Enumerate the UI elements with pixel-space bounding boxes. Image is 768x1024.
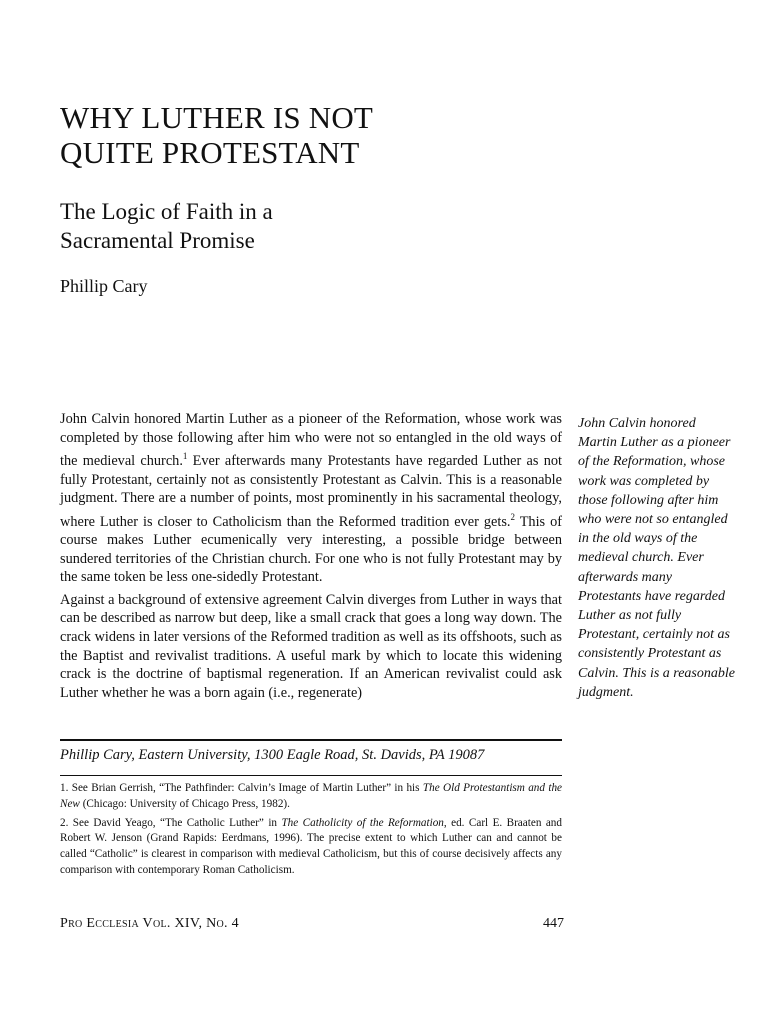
footnote-ref-1: 1 bbox=[182, 451, 188, 462]
page-number: 447 bbox=[543, 916, 564, 931]
subtitle-line-1: The Logic of Faith in a bbox=[60, 199, 273, 224]
footnote-2-text-b: , ed. Carl E. Braaten and Robert W. Jenson (Grand Rapids: Eerdmans, 1996). The precise extent to which Luther can and cannot be called “Catholic” is clearest in comparison with medieval Catholicism, but this of course decisively affects any comparison with contemporary Roman Catholicism. bbox=[60, 816, 562, 876]
journal-citation: Pro Ecclesia Vol. XIV, No. 4 bbox=[60, 916, 239, 931]
paragraph-1-part-c: This of course makes Luther ecumenically very interesting, a possible bridge between sundered territories of the Christian church. For one who is not fully Protestant may by the same token be less one-sidedly Protestant. bbox=[60, 513, 562, 586]
footnotes bbox=[60, 781, 562, 882]
author-name: Phillip Cary bbox=[60, 276, 148, 296]
article-subtitle bbox=[60, 197, 273, 255]
paragraph-2: Against a background of extensive agreement Calvin diverges from Luther in ways that can be described as narrow but deep, like a small crack that goes a long way down. The crack widens in later versions of the Reformed tradition as well as its offshoots, such as the Baptist and revivalist traditions. A useful mark by which to locate this widening crack is the doctrine of baptismal regeneration. If an American revivalist could ask Luther whether he was a born again (i.e., regenerate) bbox=[60, 591, 562, 701]
title-line-1: WHY LUTHER IS NOT bbox=[60, 100, 374, 135]
footnote-2 bbox=[60, 816, 562, 879]
footnote-1-text-a: 1. See Brian Gerrish, “The Pathfinder: Calvin’s Image of Martin Luther” in his bbox=[60, 782, 423, 794]
paragraph-1-part-b: Ever afterwards many Protestants have regarded Luther as not fully Protestant, certainly not as consistently Protestant as Calvin. This is a reasonable judgment. There are a number of points, most prominently in his sacramental theology, where Luther is closer to Catholicism than the Reformed tradition ever gets. bbox=[60, 452, 562, 530]
body-text bbox=[60, 410, 562, 702]
paragraph-1-part-a: John Calvin honored Martin Luther as a pioneer of the Reformation, whose work was completed by those following after him who were not so entangled in the old ways of the medieval church. bbox=[60, 411, 562, 469]
footnote-1-book-title: The Old Protestantism and the New bbox=[60, 782, 563, 810]
margin-pull-quote: John Calvin honored Martin Luther as a pioneer of the Reformation, whose work was completed by those following after him who were not so entangled in the old ways of the medieval church. Ever afterwards many Protestants have regarded Luther as not fully Protestant, certainly not as consistently Protestant as Calvin. This is a reasonable judgment. bbox=[578, 416, 735, 700]
paragraph-1 bbox=[60, 410, 562, 587]
footnote-ref-2: 2 bbox=[510, 511, 515, 522]
affiliation-rule bbox=[60, 739, 562, 741]
title-line-2: QUITE PROTESTANT bbox=[60, 135, 360, 170]
footnote-1 bbox=[60, 781, 562, 813]
footnote-rule bbox=[60, 775, 562, 776]
subtitle-line-2: Sacramental Promise bbox=[60, 228, 255, 253]
footnote-1-text-b: (Chicago: University of Chicago Press, 1982). bbox=[79, 797, 290, 810]
author-affiliation: Phillip Cary, Eastern University, 1300 Eagle Road, St. Davids, PA 19087 bbox=[60, 747, 485, 763]
footnote-2-book-title: The Catholicity of the Reformation bbox=[281, 816, 444, 829]
article-title bbox=[60, 100, 373, 170]
footnote-2-text-a: 2. See David Yeago, “The Catholic Luther” in bbox=[60, 816, 282, 829]
